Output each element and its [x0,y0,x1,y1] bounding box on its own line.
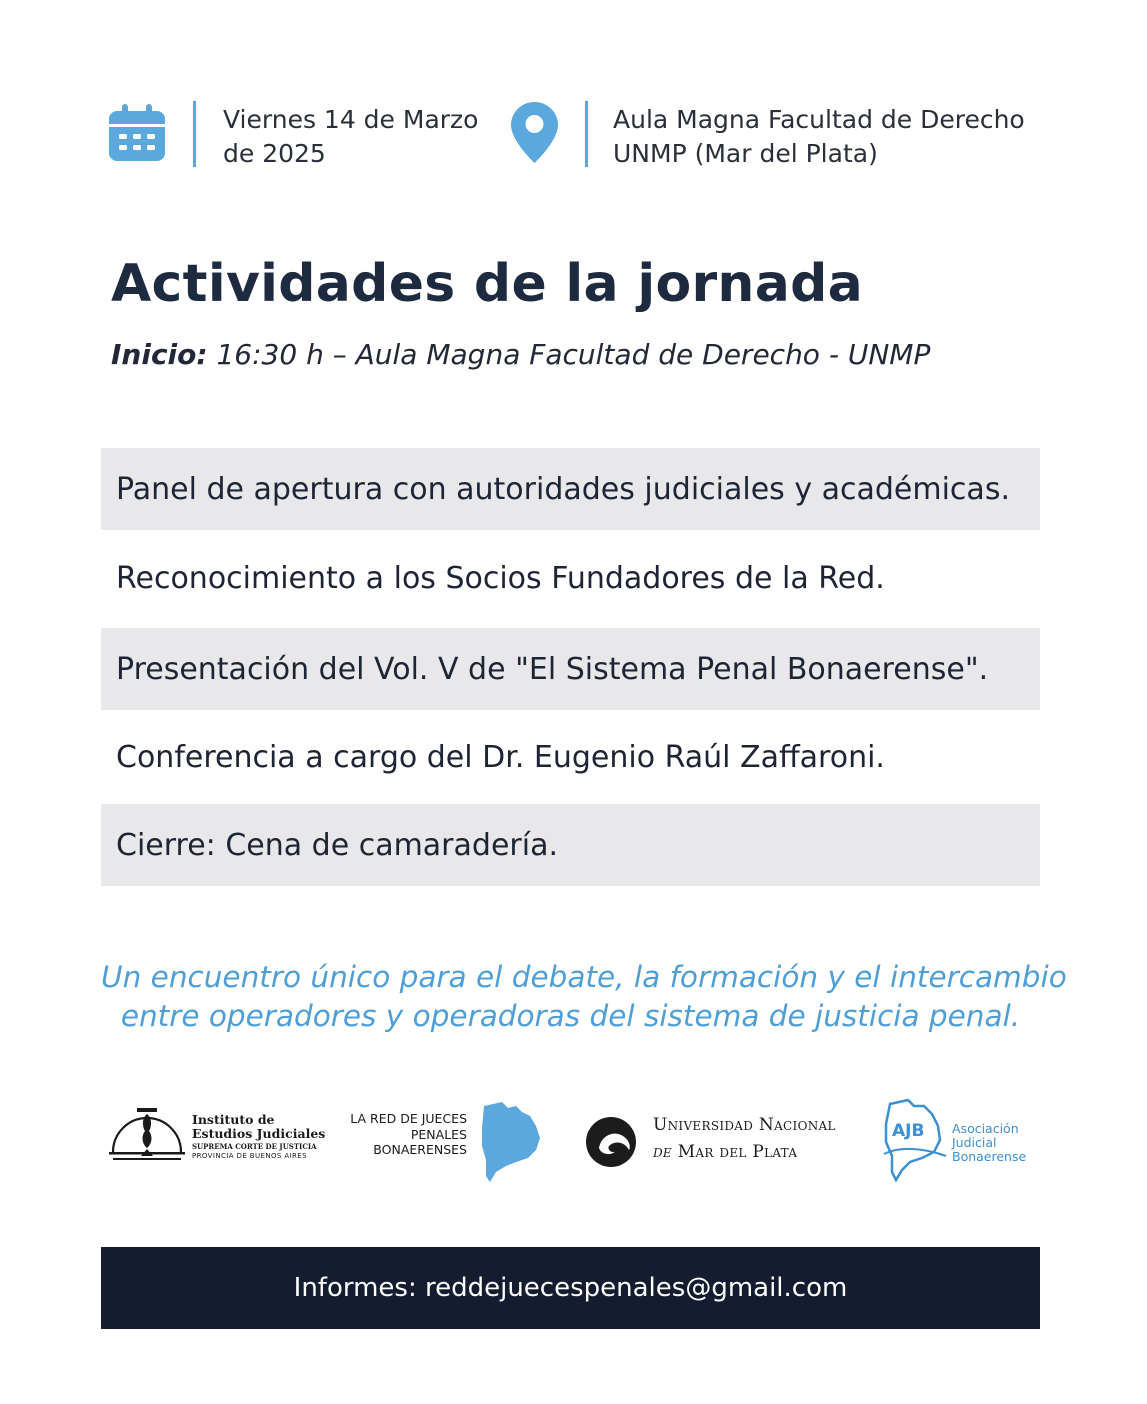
iej-emblem-icon [107,1104,187,1164]
unmp-line2-rest: Mar del Plata [671,1142,798,1162]
ajb-line3: Bonaerense [952,1149,1027,1164]
ajb-line1: Asociación [952,1121,1019,1136]
red-line2: PENALES [410,1126,467,1142]
location-pin-icon [511,102,558,163]
iej-line2: Estudios Judiciales [192,1126,326,1141]
unmp-line2-italic: de [653,1142,672,1162]
activity-item: Presentación del Vol. V de "El Sistema Penal Bonaerense". [101,628,1040,710]
contact-footer [101,1247,1040,1329]
page-title: Actividades de la jornada [111,254,864,314]
event-venue-line2: UNMP (Mar del Plata) [613,139,878,168]
event-venue-line1: Aula Magna Facultad de Derecho [613,105,1025,134]
calendar-icon [109,104,165,161]
unmp-line1: Universidad Nacional [653,1115,836,1135]
iej-name [192,1113,325,1141]
contact-email: Informes: reddejuecespenales@gmail.com [293,1273,848,1303]
red-line1: LA RED DE JUECES [350,1111,467,1126]
event-date-line1: Viernes 14 de Marzo [223,105,479,134]
activity-item: Reconocimiento a los Socios Fundadores de la Red. [116,560,885,596]
activity-item: Conferencia a cargo del Dr. Eugenio Raúl Zaffaroni. [116,739,885,775]
ajb-abbr: AJB [892,1121,925,1141]
start-info [111,338,930,371]
tagline-line2: entre operadores y operadoras del sistema de justicia penal. [120,999,1021,1033]
unmp-wave-icon [585,1116,637,1168]
unmp-line2 [653,1142,797,1162]
venue-divider [585,101,588,167]
activity-item: Cierre: Cena de camaradería. [101,804,1040,886]
iej-line1: Instituto de [192,1112,275,1127]
event-date [223,103,478,171]
ajb-line2: Judicial [952,1135,997,1150]
tagline [101,958,1067,1036]
ajb-name [952,1122,1026,1164]
iej-line3: SUPREMA CORTE DE JUSTICIA [192,1142,317,1151]
event-date-line2: de 2025 [223,139,326,168]
buenos-aires-map-icon [478,1100,544,1184]
red-line3: BONAERENSES [373,1142,467,1157]
event-venue [613,103,1025,171]
date-divider [193,101,196,167]
tagline-line1: Un encuentro único para el debate, la formación y el intercambio [101,960,1067,994]
red-name [331,1111,467,1158]
activity-item: Panel de apertura con autoridades judiciales y académicas. [101,448,1040,530]
start-label: Inicio: [111,338,208,371]
iej-line4: PROVINCIA DE BUENOS AIRES [192,1152,307,1160]
start-detail: 16:30 h – Aula Magna Facultad de Derecho - UNMP [207,338,931,371]
